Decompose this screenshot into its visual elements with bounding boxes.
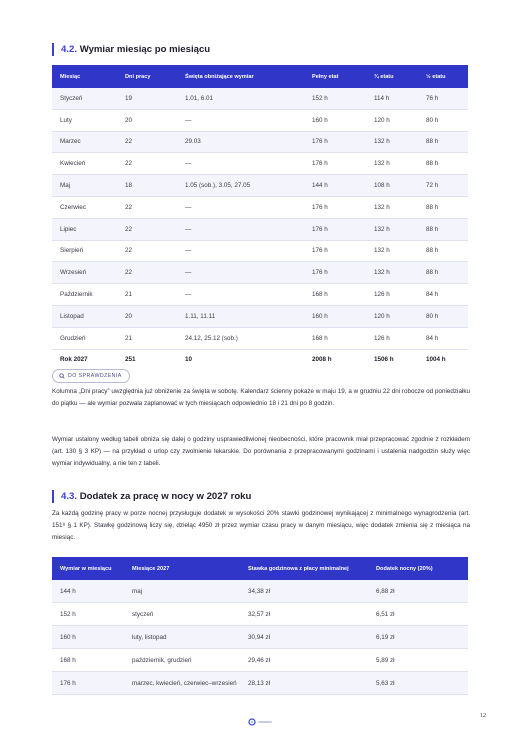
table-cell: 34,38 zł	[240, 580, 368, 603]
table-cell: 144 h	[52, 580, 124, 603]
column-header: Dodatek nocny (20%)	[368, 557, 468, 580]
table-cell: 88 h	[418, 240, 468, 262]
table-cell: październik, grudzień	[124, 649, 240, 672]
column-header: ¾ etatu	[366, 65, 418, 88]
section-title-text: Dodatek za pracę w nocy w 2027 roku	[79, 491, 252, 502]
monthly-hours-table	[52, 65, 468, 370]
table-row	[52, 626, 468, 649]
table-cell: 168 h	[304, 284, 366, 306]
table-row	[52, 196, 468, 218]
table-cell: 1004 h	[418, 349, 468, 370]
badge-label: DO SPRAWDZENIA	[68, 373, 122, 379]
table-cell: 6,19 zł	[368, 626, 468, 649]
table-cell: —	[177, 109, 304, 131]
table-row	[52, 603, 468, 626]
paragraph-night-allowance: Za każdą godzinę pracy w porze nocnej przysługuje dodatek w wysokości 20% stawki godzinowej wynikającej z minimalnego wynagrodzenia (art. 151⁸ § 1 KP). Stawkę godzinową liczy się, dzieląc 4950 zł przez wymiar czasu pracy w danym miesiącu, więc dodatek zmienia się z miesiąca na miesiąc.	[52, 510, 470, 541]
table-cell: 2008 h	[304, 349, 366, 370]
table-cell: 152 h	[304, 88, 366, 109]
table-cell: 132 h	[366, 196, 418, 218]
table-cell: —	[177, 218, 304, 240]
table-cell: 176 h	[304, 218, 366, 240]
table-row	[52, 649, 468, 672]
table-cell: 22	[117, 131, 177, 153]
table-cell: 176 h	[304, 240, 366, 262]
table-cell: Grudzień	[52, 327, 117, 349]
table-cell: 22	[117, 218, 177, 240]
section-title-text: Wymiar miesiąc po miesiącu	[79, 44, 211, 55]
table-cell: 22	[117, 240, 177, 262]
table-cell: 132 h	[366, 262, 418, 284]
table-cell: —	[177, 153, 304, 175]
table-row	[52, 88, 468, 109]
table-header-row	[52, 65, 468, 88]
table-row	[52, 218, 468, 240]
column-header: Miesiąc	[52, 65, 117, 88]
table-cell: 1.11, 11.11	[177, 305, 304, 327]
table-cell: 88 h	[418, 196, 468, 218]
table-cell: 152 h	[52, 603, 124, 626]
table-cell: 176 h	[304, 262, 366, 284]
table-cell: 120 h	[366, 305, 418, 327]
table-row	[52, 175, 468, 197]
column-header: Pełny etat	[304, 65, 366, 88]
table-cell: 22	[117, 262, 177, 284]
table-cell: 126 h	[366, 327, 418, 349]
table-cell: 22	[117, 153, 177, 175]
table-cell: —	[177, 284, 304, 306]
table-cell: 132 h	[366, 131, 418, 153]
table-cell: Wrzesień	[52, 262, 117, 284]
page-number: 12	[480, 713, 486, 719]
table-cell: 30,94 zł	[240, 626, 368, 649]
table-cell: 32,57 zł	[240, 603, 368, 626]
table-cell: Sierpień	[52, 240, 117, 262]
table-cell: 10	[177, 349, 304, 370]
logo-icon	[248, 713, 274, 731]
section-heading-4-2	[52, 43, 210, 56]
table-cell: 176 h	[304, 196, 366, 218]
table-cell: 76 h	[418, 88, 468, 109]
table-cell: 88 h	[418, 153, 468, 175]
table-cell: 21	[117, 327, 177, 349]
column-header: Miesiące 2027	[124, 557, 240, 580]
column-header: Święta obniżające wymiar	[177, 65, 304, 88]
table-cell: 1.01, 6.01	[177, 88, 304, 109]
table-cell: 108 h	[366, 175, 418, 197]
table-cell: 132 h	[366, 153, 418, 175]
table-cell: styczeń	[124, 603, 240, 626]
table-cell: 144 h	[304, 175, 366, 197]
column-header: Wymiar w miesiącu	[52, 557, 124, 580]
table-cell: 1.05 (sob.), 3.05, 27.05	[177, 175, 304, 197]
paragraph-individual-norm: Wymiar ustalony według tabeli obniża się dalej o godziny usprawiedliwionej nieobecności, które pracownik miał przepracować zgodnie z rozkładem (art. 130 § 3 KP) — na przykład o urlop czy zwolnienie lekarskie. Do porównania z przepracowanymi godzinami i ustalenia nadgodzin służy więc wymiar indywidualny, a nie ten z tabeli.	[52, 436, 470, 467]
table-cell: 176 h	[304, 131, 366, 153]
table-cell: 168 h	[52, 649, 124, 672]
table-row	[52, 240, 468, 262]
table-row	[52, 153, 468, 175]
table-row	[52, 262, 468, 284]
table-row	[52, 131, 468, 153]
table-cell: 84 h	[418, 327, 468, 349]
table-cell: 176 h	[304, 153, 366, 175]
table-cell: Luty	[52, 109, 117, 131]
table-cell: 21	[117, 284, 177, 306]
table-cell: 176 h	[52, 672, 124, 695]
table-cell: maj	[124, 580, 240, 603]
table-cell: 80 h	[418, 109, 468, 131]
table-cell: 88 h	[418, 262, 468, 284]
table-cell: Listopad	[52, 305, 117, 327]
table-row	[52, 580, 468, 603]
table-row	[52, 284, 468, 306]
table-cell: Październik	[52, 284, 117, 306]
table-cell: luty, listopad	[124, 626, 240, 649]
table-row	[52, 672, 468, 695]
table-cell: 5,89 zł	[368, 649, 468, 672]
table-cell: 132 h	[366, 218, 418, 240]
table-cell: 29.03	[177, 131, 304, 153]
table-cell: 120 h	[366, 109, 418, 131]
section-number: 4.2.	[61, 44, 78, 55]
table-cell: 160 h	[52, 626, 124, 649]
section-heading-4-3	[52, 490, 251, 503]
table-cell: 126 h	[366, 284, 418, 306]
table-cell: 6,88 zł	[368, 580, 468, 603]
table-cell: marzec, kwiecień, czerwiec–wrzesień	[124, 672, 240, 695]
table-cell: Czerwiec	[52, 196, 117, 218]
search-icon	[59, 373, 65, 379]
table-cell: 168 h	[304, 327, 366, 349]
table-cell: 20	[117, 305, 177, 327]
paragraph-working-days: Kolumna „Dni pracy” uwzględnia już obniżenie za święta w sobotę. Kalendarz ścienny pokaże w maju 19, a w grudniu 22 dni robocze od poniedziałku do piątku — ale wymiar pozwala zaplanować w tych miesiącach odpowiednio 18 i 21 dni po 8 godzin.	[52, 388, 470, 407]
table-row	[52, 305, 468, 327]
table-cell: Lipiec	[52, 218, 117, 240]
table-cell: 132 h	[366, 240, 418, 262]
table-row	[52, 327, 468, 349]
table-cell: —	[177, 196, 304, 218]
table-cell: 88 h	[418, 131, 468, 153]
table-header-row	[52, 557, 468, 580]
table-cell: —	[177, 240, 304, 262]
table-cell: 29,46 zł	[240, 649, 368, 672]
table-cell: 28,13 zł	[240, 672, 368, 695]
table-cell: 22	[117, 196, 177, 218]
table-total-row	[52, 349, 468, 370]
table-cell: 72 h	[418, 175, 468, 197]
table-row	[52, 109, 468, 131]
table-cell: 24.12, 25.12 (sob.)	[177, 327, 304, 349]
column-header: Dni pracy	[117, 65, 177, 88]
table-cell: 80 h	[418, 305, 468, 327]
table-cell: 6,51 zł	[368, 603, 468, 626]
table-cell: 19	[117, 88, 177, 109]
night-allowance-table	[52, 557, 468, 695]
to-check-badge	[52, 369, 130, 383]
table-cell: 1506 h	[366, 349, 418, 370]
table-cell: Maj	[52, 175, 117, 197]
table-cell: 20	[117, 109, 177, 131]
table-cell: 84 h	[418, 284, 468, 306]
column-header: Stawka godzinowa z płacy minimalnej	[240, 557, 368, 580]
table-cell: 88 h	[418, 218, 468, 240]
table-cell: 5,63 zł	[368, 672, 468, 695]
table-cell: 160 h	[304, 109, 366, 131]
table-cell: —	[177, 262, 304, 284]
table-cell: 114 h	[366, 88, 418, 109]
column-header: ½ etatu	[418, 65, 468, 88]
section-number: 4.3.	[61, 491, 78, 502]
table-cell: Rok 2027	[52, 349, 117, 370]
table-cell: Kwiecień	[52, 153, 117, 175]
table-cell: 251	[117, 349, 177, 370]
table-cell: Styczeń	[52, 88, 117, 109]
table-cell: 18	[117, 175, 177, 197]
table-cell: 160 h	[304, 305, 366, 327]
table-cell: Marzec	[52, 131, 117, 153]
